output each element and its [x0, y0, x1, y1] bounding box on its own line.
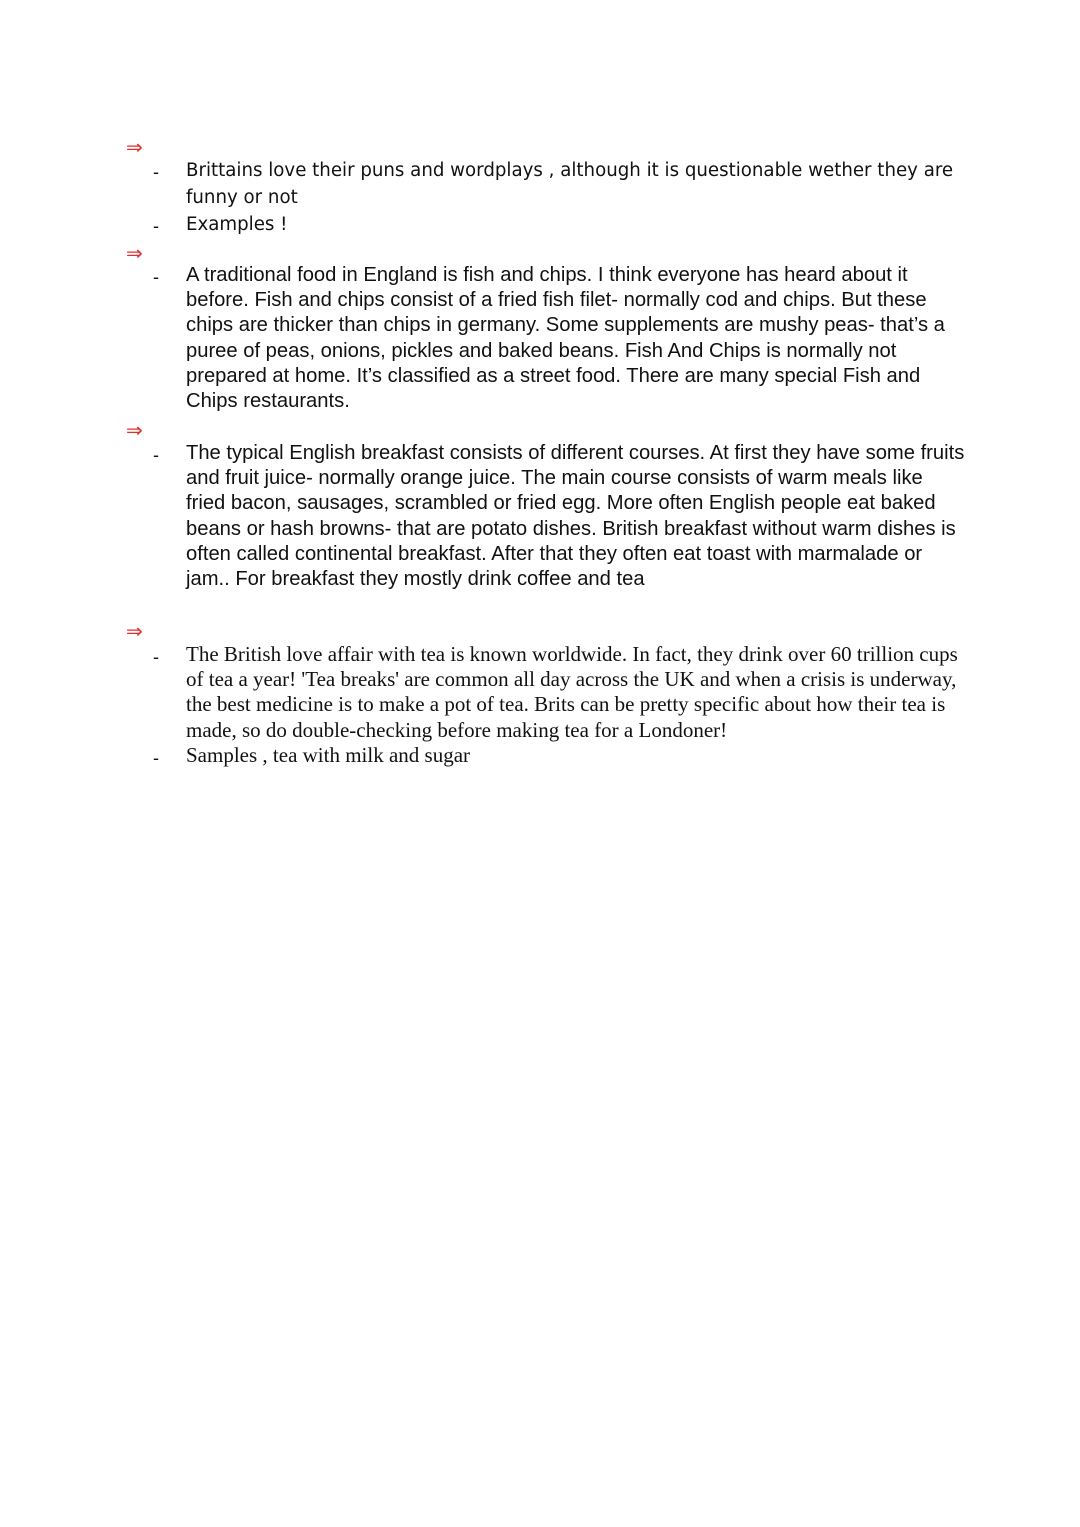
double-right-arrow-icon: ⇒ — [126, 418, 143, 442]
bullet-dash: - — [153, 748, 159, 768]
bullet-text-tea: The British love affair with tea is known worldwide. In fact, they drink over 60 trillion cups of tea a year! 'Tea breaks' are common all day across the UK and when a crisis is underway, the best medicine is to make a pot of tea. Brits can be pretty specific about how their tea is made, so do double-checking before making tea for a Londoner! — [186, 642, 958, 742]
bullet-dash: - — [153, 162, 159, 182]
double-right-arrow-icon: ⇒ — [126, 135, 143, 159]
double-right-arrow-icon: ⇒ — [126, 619, 143, 643]
bullet-text-english-breakfast: The typical English breakfast consists of different courses. At first they have some fruits and fruit juice- normally orange juice. The main course consists of warm meals like fried bacon, sausages, scrambled or fried egg. More often English people eat baked beans or hash browns- that are potato dishes. British breakfast without warm dishes is often called continental breakfast. After that they often eat toast with marmalade or jam.. For breakfast they mostly drink coffee and tea — [186, 442, 965, 591]
bullet-text-samples: Samples , tea with milk and sugar — [186, 743, 471, 767]
bullet-dash: - — [153, 216, 159, 236]
bullet-text-fish-and-chips: A traditional food in England is fish and chips. I think everyone has heard about it before. Fish and chips consist of a fried fish filet- normally cod and chips. But these chips are thicker than chips in germany. Some supplements are mushy peas- that’s a puree of peas, onions, pickles and baked beans. Fish And Chips is normally not prepared at home. It’s classified as a street food. There are many special Fish and Chips restaurants. — [186, 264, 945, 413]
bullet-dash: - — [153, 445, 159, 465]
bullet-text-puns: Brittains love their puns and wordplays , although it is questionable wether they are funny or not — [186, 160, 954, 208]
bullet-text-examples: Examples ! — [186, 214, 288, 235]
bullet-dash: - — [153, 267, 159, 287]
bullet-dash: - — [153, 647, 159, 667]
double-right-arrow-icon: ⇒ — [126, 241, 143, 265]
